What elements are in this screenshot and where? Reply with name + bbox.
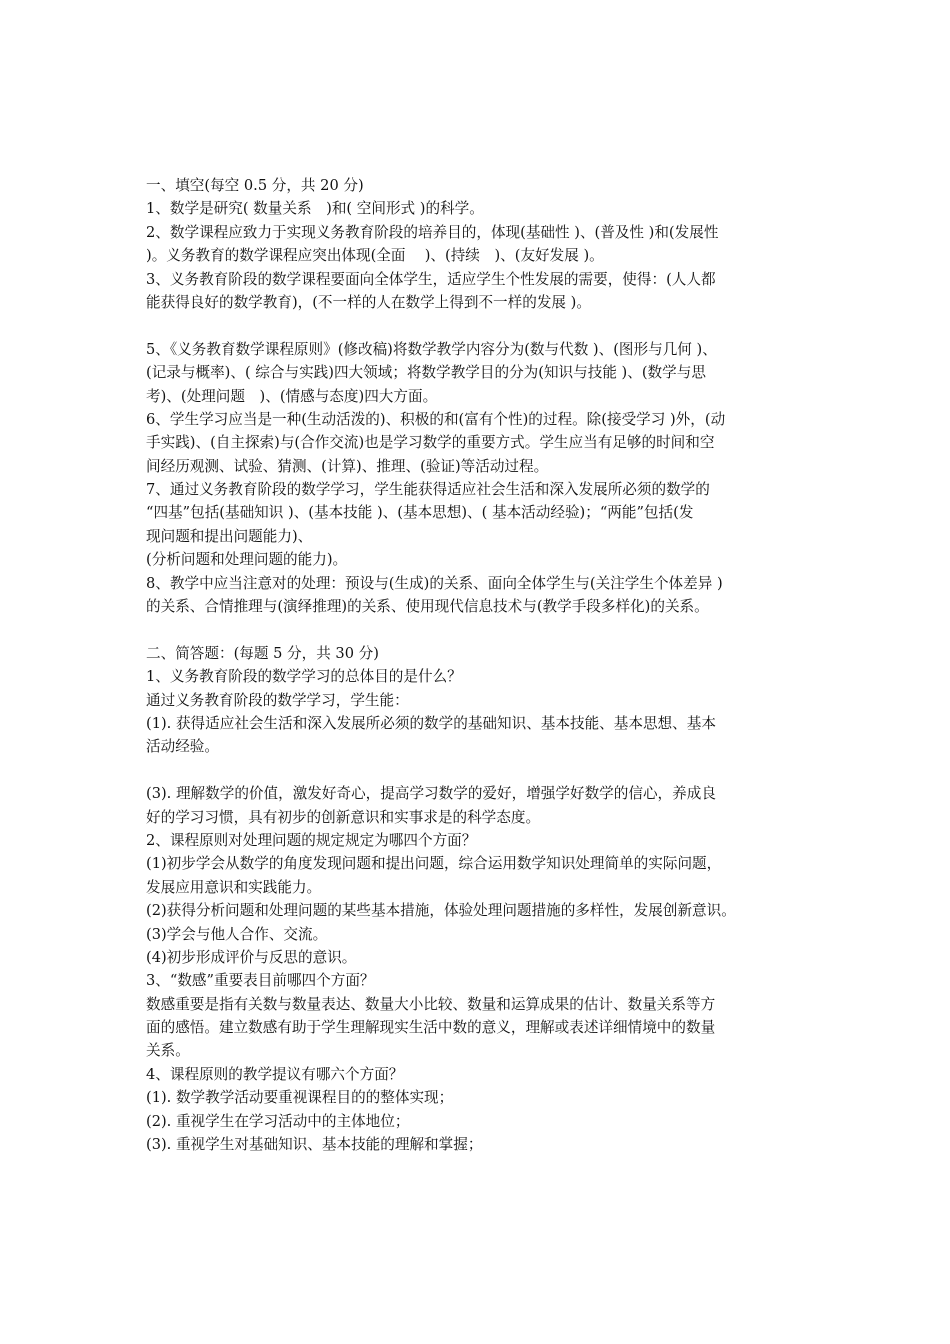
spacer: [146, 314, 810, 337]
paragraph-line: 2、课程原则对处理问题的规定规定为哪四个方面？: [146, 831, 477, 849]
paragraph-line: 5、《义务教育数学课程原则》(修改稿)将数学教学内容分为(数与代数 )、(图形与几何 )、: [146, 340, 717, 358]
paragraph-line: 考)、(处理问题 )、(情感与态度)四大方面。: [146, 387, 438, 405]
paragraph-line: (2). 重视学生在学习活动中的主体地位；: [146, 1112, 410, 1130]
paragraph-line: (分析问题和处理问题的能力)。: [146, 551, 348, 569]
document-body: [146, 174, 810, 1156]
paragraph-line: (3)学会与他人合作、交流。: [146, 925, 328, 943]
paragraph-line: 3、“数感”重要表目前哪四个方面？: [146, 972, 375, 990]
paragraph-line: 间经历观测、试验、猜测、(计算)、推理、(验证)等活动过程。: [146, 457, 549, 475]
paragraph-line: 8、教学中应当注意对的处理：预设与(生成)的关系、面向全体学生与(关注学生个体差异 ): [146, 574, 723, 592]
paragraph-line: 通过义务教育阶段的数学学习，学生能：: [146, 691, 409, 709]
spacer: [146, 759, 810, 782]
paragraph-line: 6、学生学习应当是一种(生动活泼的)、积极的和(富有个性)的过程。除(接受学习 )外，(动: [146, 410, 726, 428]
paragraph-line: )。义务教育的数学课程应突出体现(全面 )、(持续 )、(友好发展 )。: [146, 247, 604, 265]
paragraph-line: 4、课程原则的教学提议有哪六个方面？: [146, 1065, 404, 1083]
paragraph-line: 1、义务教育阶段的数学学习的总体目的是什么？: [146, 668, 462, 686]
paragraph-line: (2)获得分析问题和处理问题的某些基本措施，体验处理问题措施的多样性，发展创新意识。: [146, 902, 736, 920]
paragraph-line: 关系。: [146, 1042, 190, 1060]
paragraph-line: 数感重要是指有关数与数量表达、数量大小比较、数量和运算成果的估计、数量关系等方: [146, 995, 716, 1013]
paragraph-line: 面的感悟。建立数感有助于学生理解现实生活中数的意义，理解或表述详细情境中的数量: [146, 1019, 716, 1037]
paragraph-line: 发展应用意识和实践能力。: [146, 878, 322, 896]
paragraph-line: “四基”包括(基础知识 )、(基本技能 )、(基本思想)、( 基本活动经验)；“两能”包括(发: [146, 504, 694, 522]
paragraph-line: (记录与概率)、( 综合与实践)四大领域；将数学教学目的分为(知识与技能 )、(数学与思: [146, 364, 706, 382]
paragraph-line: 现问题和提出问题能力)、: [146, 527, 313, 545]
paragraph-line: (1). 获得适应社会生活和深入发展所必须的数学的基础知识、基本技能、基本思想、基本: [146, 714, 716, 732]
paragraph-line: (4)初步形成评价与反思的意识。: [146, 948, 357, 966]
paragraph-line: 手实践)、(自主探索)与(合作交流)也是学习数学的重要方式。学生应当有足够的时间和空: [146, 434, 715, 452]
paragraph-line: 活动经验。: [146, 738, 219, 756]
paragraph-line: (1). 数学教学活动要重视课程目的的整体实现；: [146, 1089, 454, 1107]
paragraph-line: 2、数学课程应致力于实现义务教育阶段的培养目的，体现(基础性 )、(普及性 )和(发展性: [146, 223, 719, 241]
paragraph-line: 3、义务教育阶段的数学课程要面向全体学生，适应学生个性发展的需要，使得：(人人都: [146, 270, 716, 288]
paragraph-line: 1、数学是研究( 数量关系 )和( 空间形式 )的科学。: [146, 200, 484, 218]
paragraph-line: (3). 理解数学的价值，激发好奇心，提高学习数学的爱好，增强学好数学的信心，养成良: [146, 785, 716, 803]
spacer: [146, 618, 810, 641]
paragraph-line: (3). 重视学生对基础知识、基本技能的理解和掌握；: [146, 1136, 483, 1154]
paragraph-line: 好的学习习惯，具有初步的创新意识和实事求是的科学态度。: [146, 808, 541, 826]
section-heading-fill-in: 一、填空(每空 0.5 分，共 20 分): [146, 177, 364, 194]
paragraph-line: 的关系、合情推理与(演绎推理)的关系、使用现代信息技术与(教学手段多样化)的关系。: [146, 598, 709, 616]
paragraph-line: (1)初步学会从数学的角度发现问题和提出问题，综合运用数学知识处理简单的实际问题，: [146, 855, 722, 873]
paragraph-line: 能获得良好的数学教育)，(不一样的人在数学上得到不一样的发展 )。: [146, 293, 591, 311]
paragraph-line: 7、通过义务教育阶段的数学学习，学生能获得适应社会生活和深入发展所必须的数学的: [146, 481, 710, 499]
section-heading-short-answer: 二、简答题：(每题 5 分，共 30 分): [146, 644, 379, 662]
